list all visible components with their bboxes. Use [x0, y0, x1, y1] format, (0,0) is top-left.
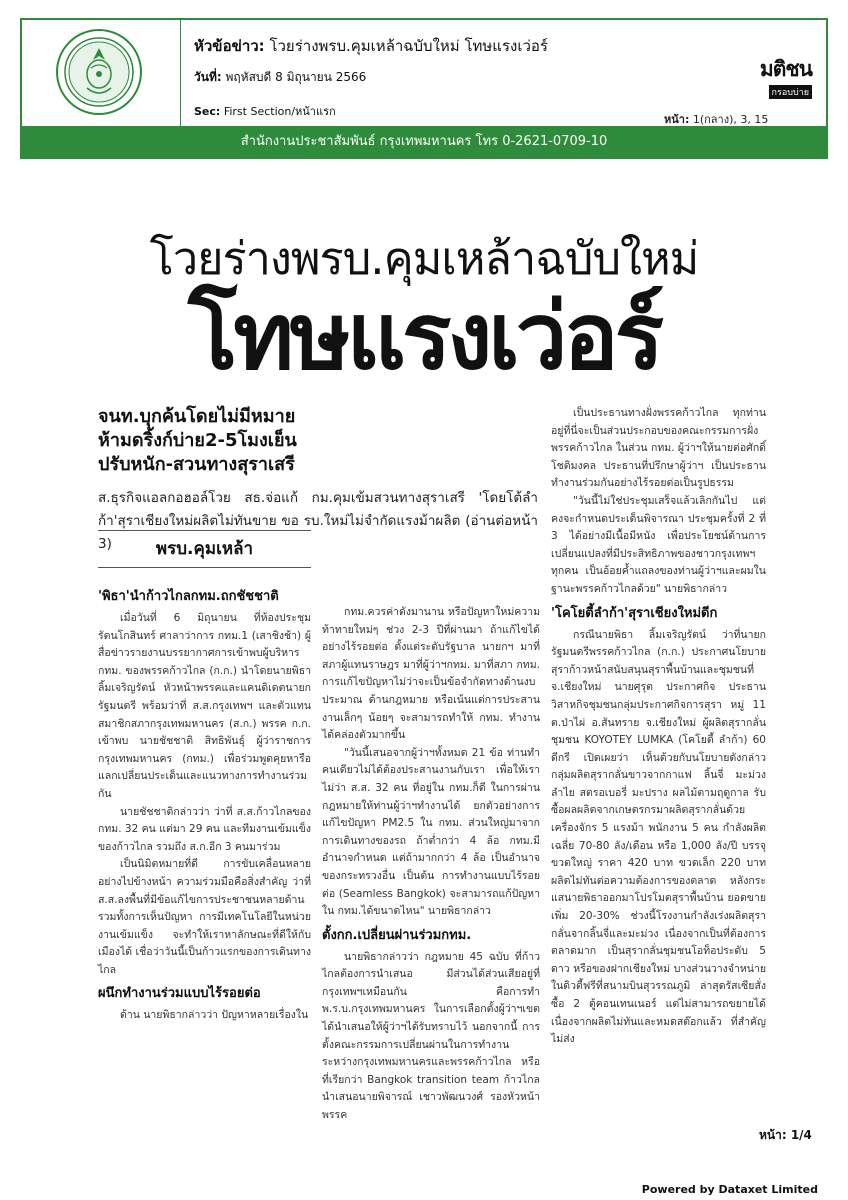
article-column-3 [551, 405, 766, 1049]
body-paragraph: นายพิธากล่าวว่า กฎหมาย 45 ฉบับ ที่ก้าวไกลต้องการนำเสนอ มีส่วนได้ส่วนเสียอยู่ที่กรุงเทพฯเหมือนกัน คือการทำ พ.ร.บ.กรุงเทพมหานคร ในการเลือกตั้งผู้ว่าฯเขต ได้นำเสนอให้ผู้ว่าฯได้รับทราบไว้ นอกจากนี้ การตั้งคณะกรรมการเปลี่ยนผ่านในการทำงานระหว่างกรุงเทพมหานครและพรรคก้าวไกล หรือที่เรียกว่า Bangkok transition team ก้าวไกลนำเสนอนายพิจารณ์ เชาวพัฒนวงศ์ รองหัวหน้าพรรค [322, 950, 540, 1122]
seal-area [22, 20, 181, 128]
date-row [194, 68, 366, 87]
subheading-koyotey: 'โคโยตี้ลำก้า'สุราเชียงใหม่ดีก [551, 605, 718, 621]
date-text: พฤหัสบดี 8 มิถุนายน 2566 [225, 70, 367, 84]
body-paragraph: กรณีนายพิธา ลิ้มเจริญรัตน์ ว่าที่นายกรัฐมนตรีพรรคก้าวไกล (ก.ก.) ประกาศนโยบายสุราก้าวหน้าสนับสนุนสุราพื้นบ้านและชุมชนที่ จ.เชียงใหม่ นายศุรุต ประกาศกิจ ประธานวิสาหกิจชุมชนกลุ่มประกาศกิจการสุรา หมู่ 11 ต.ป่าไผ่ อ.สันทราย จ.เชียงใหม่ ผู้ผลิตสุรากลั่นชุมชน KOYOTEY LUMKA (โคโยตี้ ลำก้า) 60 ดีกรี เปิดเผยว่า เห็นด้วยกับนโยบายดังกล่าว กลุ่มผลิตสุรากลั่นขาวจากกาแฟ ลิ้นจี่ มะม่วง ลำไย สตรอเบอรี่ มะปราง ผลไม้ตามฤดูกาล รับซื้อผลผลิตจากเกษตรกรมาผลิตสุรากลั่นด้วยเครื่องจักร 5 แรงม้า พนักงาน 5 คน กำลังผลิตเฉลี่ย 70-80 ลัง/เดือน หรือ 1,000 ลัง/ปี บรรจุขวดใหญ่ ราคา 420 บาท ขวดเล็ก 220 บาท ผลิตไม่ทันต่อความต้องการของตลาด หลังกระแสนายพิธาออกมาโปรโมตสุราพื้นบ้าน ยอดขายเพิ่ม 20-30% ช่วงนี้โรงงานกำลังเร่งผลิตสุรากลั่นจากลิ้นจี่และมะม่วง เนื่องจากเป็นที่ต้องการตลาดมาก เป็นสุรากลั่นชุมชนโอท็อประดับ 5 ดาว หรือของฝากเชียงใหม่ บางส่วนวางจำหน่ายในดิวตี้ฟรีที่สนามบินสุวรรณภูมิ ล่าสุดรัสเซียสั่งซื้อ 2 ตู้คอนเทนเนอร์ แต่ไม่สามารถขยายได้ เนื่องจากผลิตไม่ทันและหมดสต๊อกแล้ว ที่สำคัญไม่ส่ง [551, 628, 766, 1046]
bma-seal-icon [55, 28, 143, 116]
lead-paragraph: ส.ธุรกิจแอลกอฮอล์โวย สธ.จ่อแก้ กม.คุมเข้มสวนทางสุราเสรี 'โดยโต้ลำก้า'สุราเชียงใหม่ผลิตไม่ทันขาย ขอ รบ.ใหม่ไม่จำกัดแรงม้าผลิต (อ่านต่อหน้า 3) [98, 490, 538, 552]
newspaper-edition: กรอบบ่าย [769, 85, 812, 99]
subheading-pita-meets: 'พิธา'นำก้าวไกลกทม.ถกชัชชาติ [98, 589, 279, 604]
body-paragraph: เป็นประธานทางฝั่งพรรคก้าวไกล ทุกท่านอยู่ที่นี่จะเป็นส่วนประกอบของคณะกรรมการฝั่งพรรคก้าวไกล ในส่วน กทม. ผู้ว่าฯให้นายต่อศักดิ์ โชติมงคล ประธานที่ปรึกษาผู้ว่าฯ เป็นประธานทำงานร่วมกันอย่างไร้รอยต่อเป็นรูปธรรม [551, 407, 766, 490]
body-paragraph: นายชัชชาติกล่าวว่า ว่าที่ ส.ส.ก้าวไกลของ กทม. 32 คน แต่มา 29 คน และทีมงานเข้มแข็งของก้าวไกล รวมถึง ส.ก.อีก 3 คนมาร่วม [98, 805, 311, 853]
date-label: วันที่: [194, 70, 222, 84]
headline-row [194, 34, 548, 58]
subheading-seamless: ผนึกทำงานร่วมแบบไร้รอยต่อ [98, 986, 261, 1002]
newspaper-name: มติชน [759, 57, 812, 81]
section-row [194, 102, 336, 120]
body-paragraph: กทม.ควรค่าดังมานาน หรือปัญหาใหม่ความท้าทายใหม่ๆ ช่วง 2-3 ปีที่ผ่านมา ถ้าแก้ไขได้อย่างไร้รอยต่อ ตั้งแต่ระดับรัฐบาล นายกฯ มาที่สภาผู้แทนราษฎร มาที่ผู้ว่าฯกทม. มาที่สภา กทม. การแก้ไขปัญหาไม่ว่าจะเป็นข้อจำกัดทางด้านงบประมาณ ด้านกฎหมาย หรือเน้นแต่การประสานงานเล็กๆ น้อยๆ จะสามารถทำให้ กทม. ทำงานได้คล่องตัวมากขึ้น [322, 606, 540, 742]
headline-label: หัวข้อข่าว: [194, 37, 265, 55]
page-number: หน้า: 1/4 [759, 1128, 812, 1142]
subheading-transition: ตั้งกก.เปลี่ยนผ่านร่วมกทม. [322, 927, 472, 943]
body-paragraph: เป็นนิมิตหมายที่ดี การขับเคลื่อนหลายอย่างไปข้างหน้า ความร่วมมือคือสิ่งสำคัญ ว่าที่ ส.ส.ลงพื้นที่มีข้อแก้ไขการประชาชนหลายด้าน รวมทั้งการเห็นปัญหา การมีเทคโนโลยีในหน่วยงานเข้มแข็ง จะทำให้เราหาลักษณะที่ดีให้กับเมืองได้ เชื่อว่าวันนี้เป็นก้าวแรกของการเดินทางไกล [98, 858, 311, 976]
body-paragraph: ด้าน นายพิธากล่าวว่า ปัญหาหลายเรื่องใน [120, 1009, 309, 1022]
headline-text: โวยร่างพรบ.คุมเหล้าฉบับใหม่ โทษแรงเว่อร์ [269, 37, 548, 55]
article-column-1 [98, 582, 311, 1025]
section-box-heading: พรบ.คุมเหล้า [98, 530, 311, 568]
article-title-line2: โทษแรงเว่อร์ [187, 283, 661, 390]
body-paragraph: "วันนี้เสนอจากผู้ว่าฯทั้งหมด 21 ข้อ ท่านทำคนเดียวไม่ได้ต้องประสานงานกับเรา เพื่อให้เราไม่ว่า ส.ส. 32 คน ที่อยู่ใน กทม.ก็ดี ในการผ่านกฎหมายให้ท่านผู้ว่าฯทำงานได้ ยกตัวอย่างการแก้ไขปัญหา PM2.5 ใน กทม. ส่วนใหญ่มาจากการเดินทางของรถ ถ้าต่ำกว่า 4 ล้อ กทม.มีอำนาจกำหนด แต่ถ้ามากกว่า 4 ล้อ เป็นอำนาจของกระทรวงอื่น เป็นต้น การทำงานแบบไร้รอยต่อ (Seamless Bangkok) จะสามารถแก้ปัญหาใน กทม.ได้ขนาดไหน" นายพิธากล่าว [322, 746, 540, 918]
pages-label: หน้า: [664, 113, 690, 126]
clipping-header [20, 18, 828, 159]
pages-text: 1(กลาง), 3, 15 [692, 113, 769, 126]
powered-by: Powered by Dataxet Limited [641, 1183, 818, 1196]
pr-office-band: สำนักงานประชาสัมพันธ์ กรุงเทพมหานคร โทร 0-2621-0709-10 [22, 126, 826, 157]
newspaper-logo [742, 58, 812, 99]
lead-heading: จนท.บุกค้นโดยไม่มีหมาย ห้ามดริ้งก์บ่าย2-5โมงเย็น ปรับหนัก-สวนทางสุราเสรี [98, 406, 297, 475]
section-text: First Section/หน้าแรก [223, 105, 336, 118]
body-paragraph: "วันนี้ไม่ใช่ประชุมเสร็จแล้วเลิกกันไป แต่คงจะกำหนดประเด็นพิจารณา ประชุมครั้งที่ 2 ที่ 3 ได้อย่างมีเนื้อมีหนัง เพื่อประโยชน์ด้านการเปลี่ยนแปลงที่มีประสิทธิภาพของชาวกรุงเทพฯทุกคน เป็นอ้อยค้ำแถลงของท่านผู้ว่าฯและผมในฐานะพรรคก้าวไกลด้วย" นายพิธากล่าว [551, 494, 766, 595]
article-title-line1: โวยร่างพรบ.คุมเหล้าฉบับใหม่ [149, 232, 699, 285]
body-paragraph: เมื่อวันที่ 6 มิถุนายน ที่ห้องประชุมรัตนโกสินทร์ ศาลาว่าการ กทม.1 (เสาชิงช้า) ผู้สื่อข่าวรายงานบรรยากาศการเข้าพบผู้บริหาร กทม. ของพรรคก้าวไกล (ก.ก.) นำโดยนายพิธา ลิ้มเจริญรัตน์ หัวหน้าพรรคและแคนดิเดตนายกรัฐมนตรี พร้อมว่าที่ ส.ส.กรุงเทพฯ และตัวแทน สมาชิกสภากรุงเทพมหานคร (ส.ก.) พรรค ก.ก. เข้าพบ นายชัชชาติ สิทธิพันธุ์ ผู้ว่าราชการกรุงเทพมหานคร (กทม.) เพื่อร่วมพูดคุยหารือแลกเปลี่ยนประเด็นและแนวทางการทำงานร่วมกัน [98, 612, 311, 800]
section-label: Sec: [194, 105, 221, 118]
article-column-2 [322, 604, 540, 1122]
